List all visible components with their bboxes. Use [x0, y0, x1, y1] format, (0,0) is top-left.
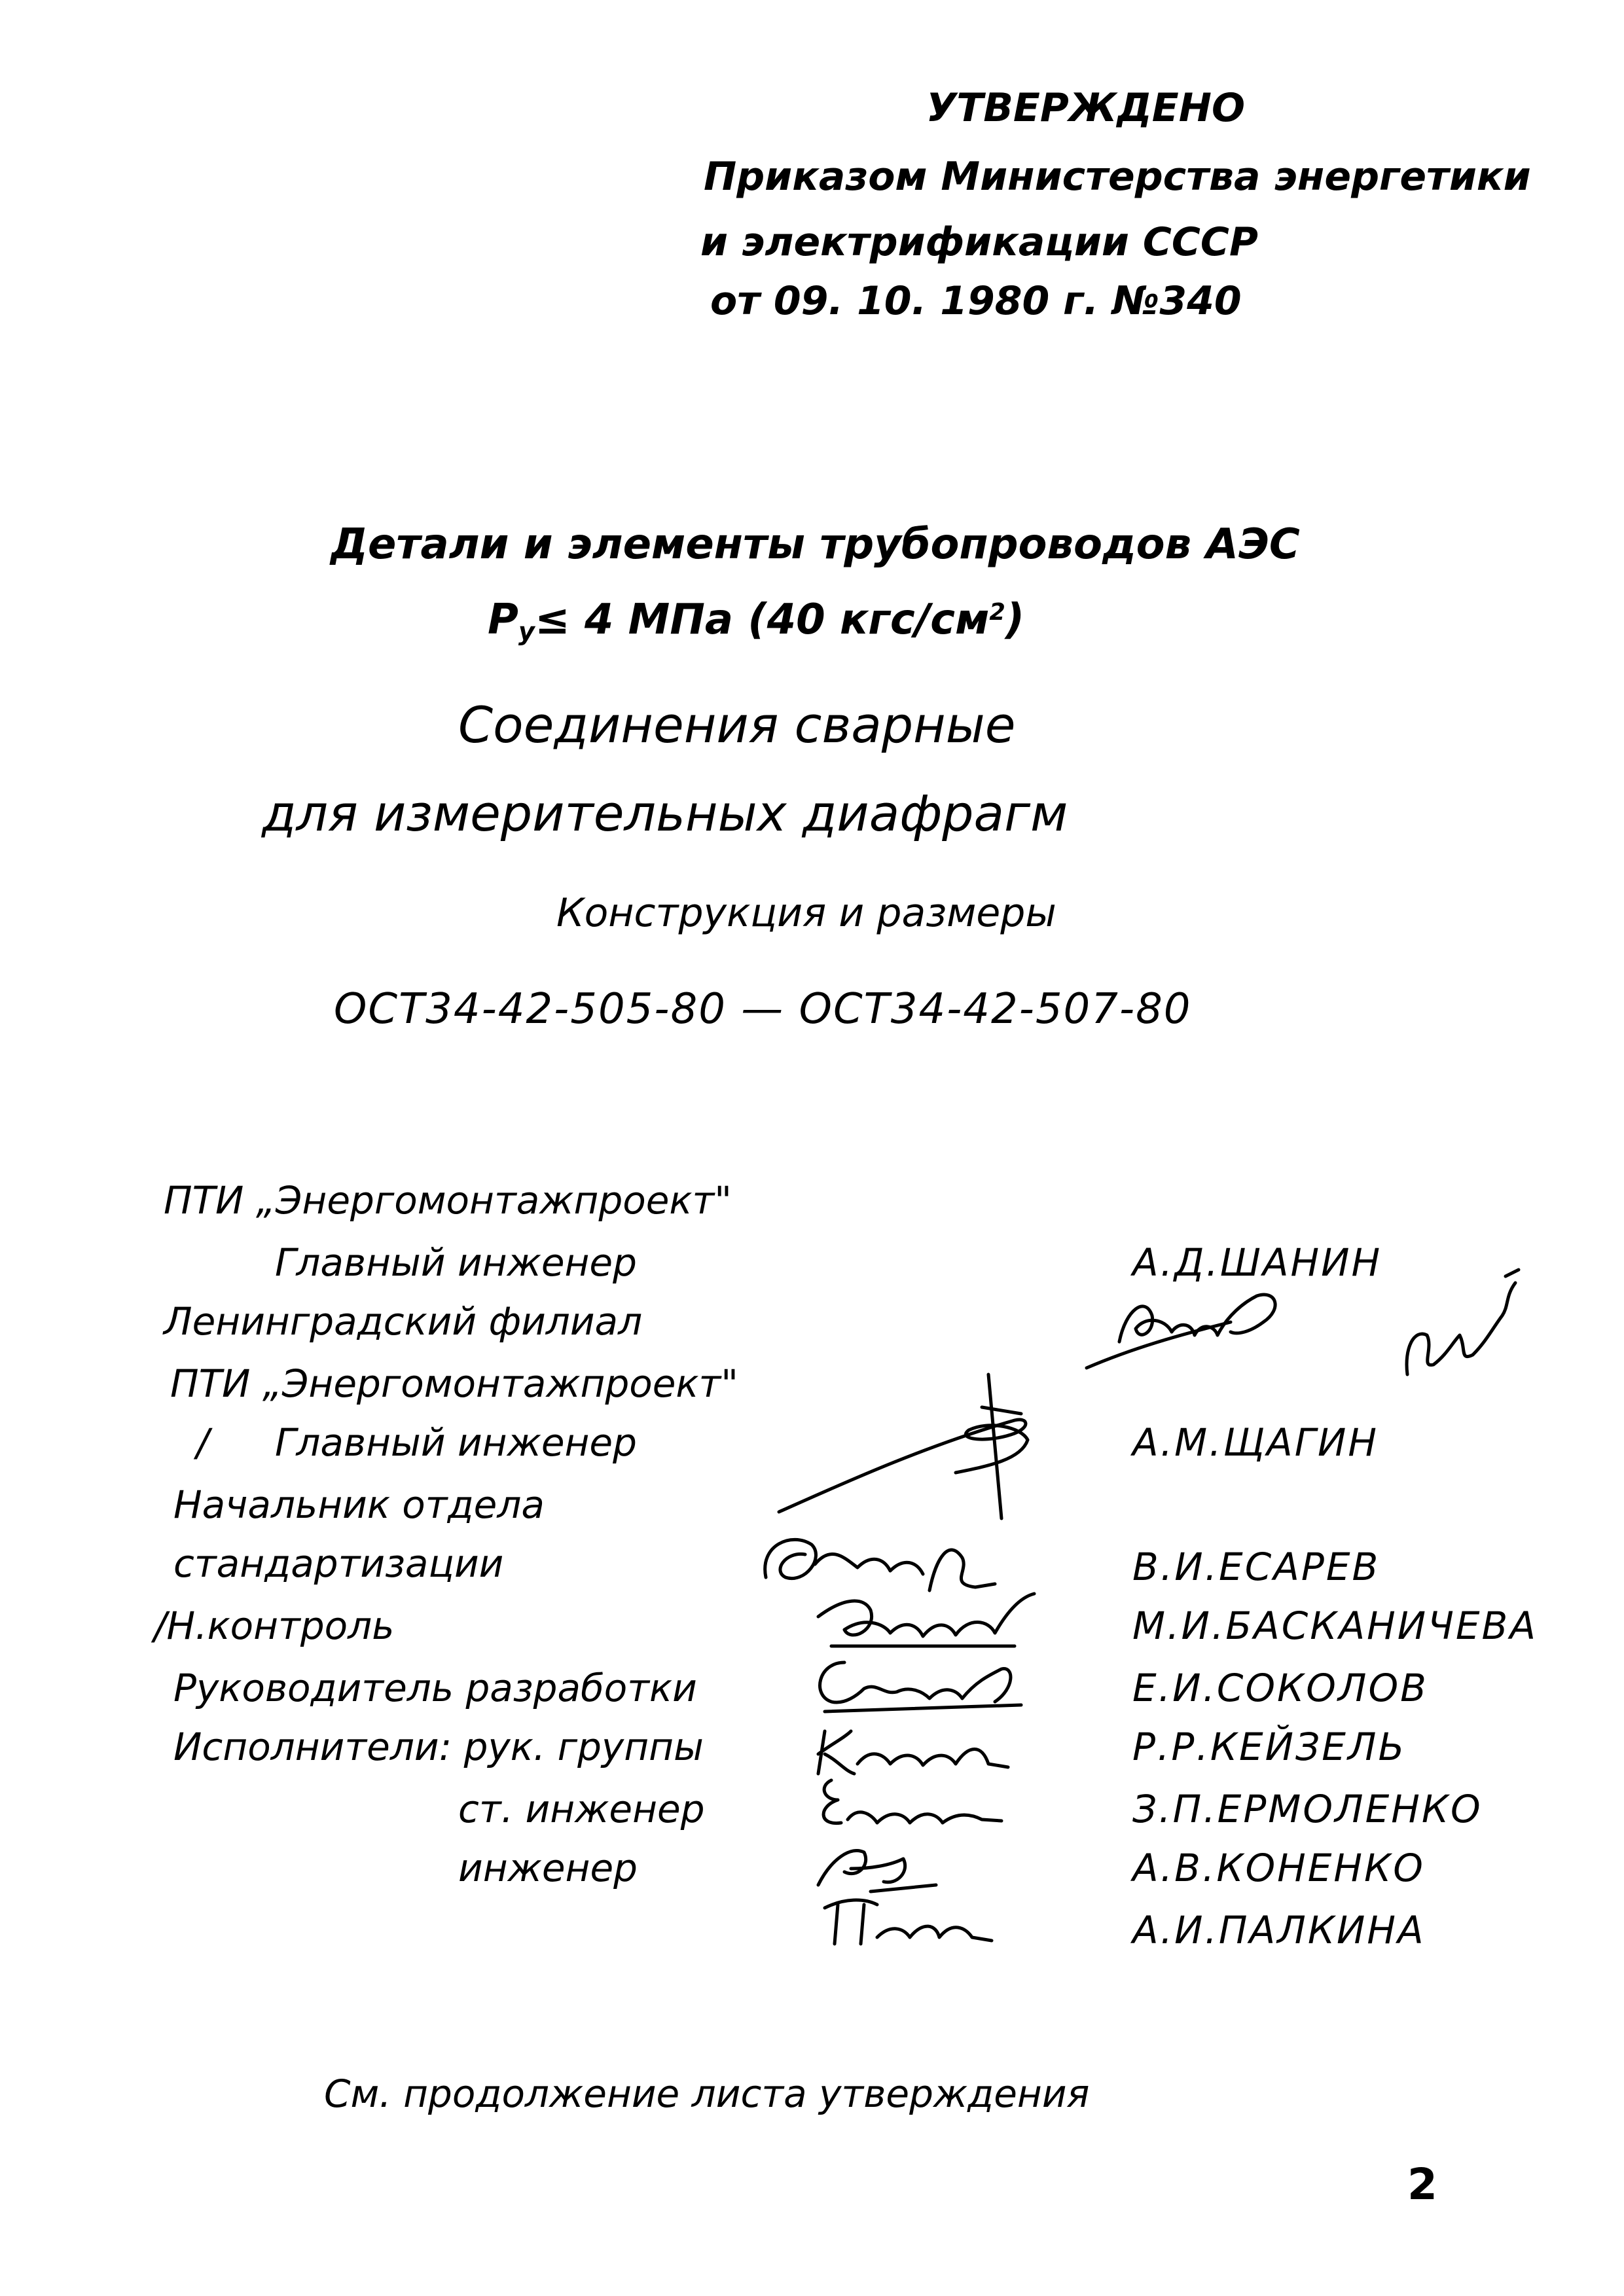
name-palkina: А.И.ПАЛКИНА: [1132, 1908, 1426, 1952]
signature-margin: [1394, 1257, 1525, 1388]
role-executors: Исполнители: рук. группы: [173, 1725, 704, 1769]
role-dept-head: Начальник отдела: [173, 1482, 545, 1527]
signature-baskanicheva: [805, 1584, 1054, 1656]
pressure-close: ): [1005, 596, 1025, 644]
name-konenko: А.В.КОНЕНКО: [1132, 1846, 1425, 1890]
doc-main-title-1: Соединения сварные: [458, 696, 1016, 754]
role-chief-engineer-2: Главный инженер: [275, 1420, 637, 1465]
role-margin-mark: /: [196, 1420, 209, 1465]
signature-shchagin: [740, 1368, 1054, 1525]
role-senior-engineer: ст. инженер: [458, 1787, 705, 1831]
role-standardization: стандартизации: [173, 1541, 504, 1586]
role-institute-2: ПТИ „Энергомонтажпроект": [170, 1361, 738, 1406]
role-dev-lead: Руководитель разработки: [173, 1666, 697, 1710]
name-baskanicheva: М.И.БАСКАНИЧЕВА: [1132, 1604, 1538, 1648]
doc-title-pressure: [488, 596, 1025, 647]
role-chief-engineer-1: Главный инженер: [275, 1240, 637, 1285]
signature-sokolov: [805, 1649, 1041, 1721]
name-shanin: А.Д.ШАНИН: [1132, 1240, 1382, 1285]
pressure-rest: ≤ 4 МПа (40 кгс/см: [534, 596, 990, 644]
approval-order-line: Приказом Министерства энергетики: [704, 154, 1531, 200]
role-engineer: инженер: [458, 1846, 638, 1890]
approval-heading: УТВЕРЖДЕНО: [926, 85, 1245, 131]
approval-date-line: от 09. 10. 1980 г. №340: [710, 278, 1242, 324]
doc-main-title-2: для измерительных диафрагм: [262, 784, 1068, 842]
role-norm-control-label: Н.контроль: [166, 1604, 395, 1648]
name-ermolenko: З.П.ЕРМОЛЕНКО: [1132, 1787, 1483, 1831]
approval-ministry-line: и электрификации СССР: [700, 219, 1258, 265]
pressure-symbol: P: [488, 596, 518, 644]
role-branch: Ленинградский филиал: [164, 1299, 643, 1344]
name-shchagin: А.М.ЩАГИН: [1132, 1420, 1379, 1465]
role-norm-control: /Н.контроль: [154, 1604, 395, 1648]
pressure-subscript: y: [518, 617, 535, 647]
signature-palkina: [805, 1888, 1001, 1960]
page-number: 2: [1407, 2159, 1437, 2210]
name-esarev: В.И.ЕСАРЕВ: [1132, 1545, 1380, 1589]
name-sokolov: Е.И.СОКОЛОВ: [1132, 1666, 1428, 1710]
signature-shanin: [1080, 1270, 1296, 1381]
doc-title-line1: Детали и элементы трубопроводов АЭС: [331, 520, 1300, 569]
role-institute-1: ПТИ „Энергомонтажпроект": [164, 1178, 732, 1223]
doc-subtitle: Конструкция и размеры: [556, 890, 1056, 936]
continuation-note: См. продолжение листа утверждения: [324, 2072, 1090, 2116]
pressure-superscript: 2: [989, 598, 1005, 626]
doc-standards-range: ОСТ34-42-505-80 — ОСТ34-42-507-80: [334, 985, 1192, 1033]
name-keizel: Р.Р.КЕЙЗЕЛЬ: [1132, 1725, 1407, 1769]
